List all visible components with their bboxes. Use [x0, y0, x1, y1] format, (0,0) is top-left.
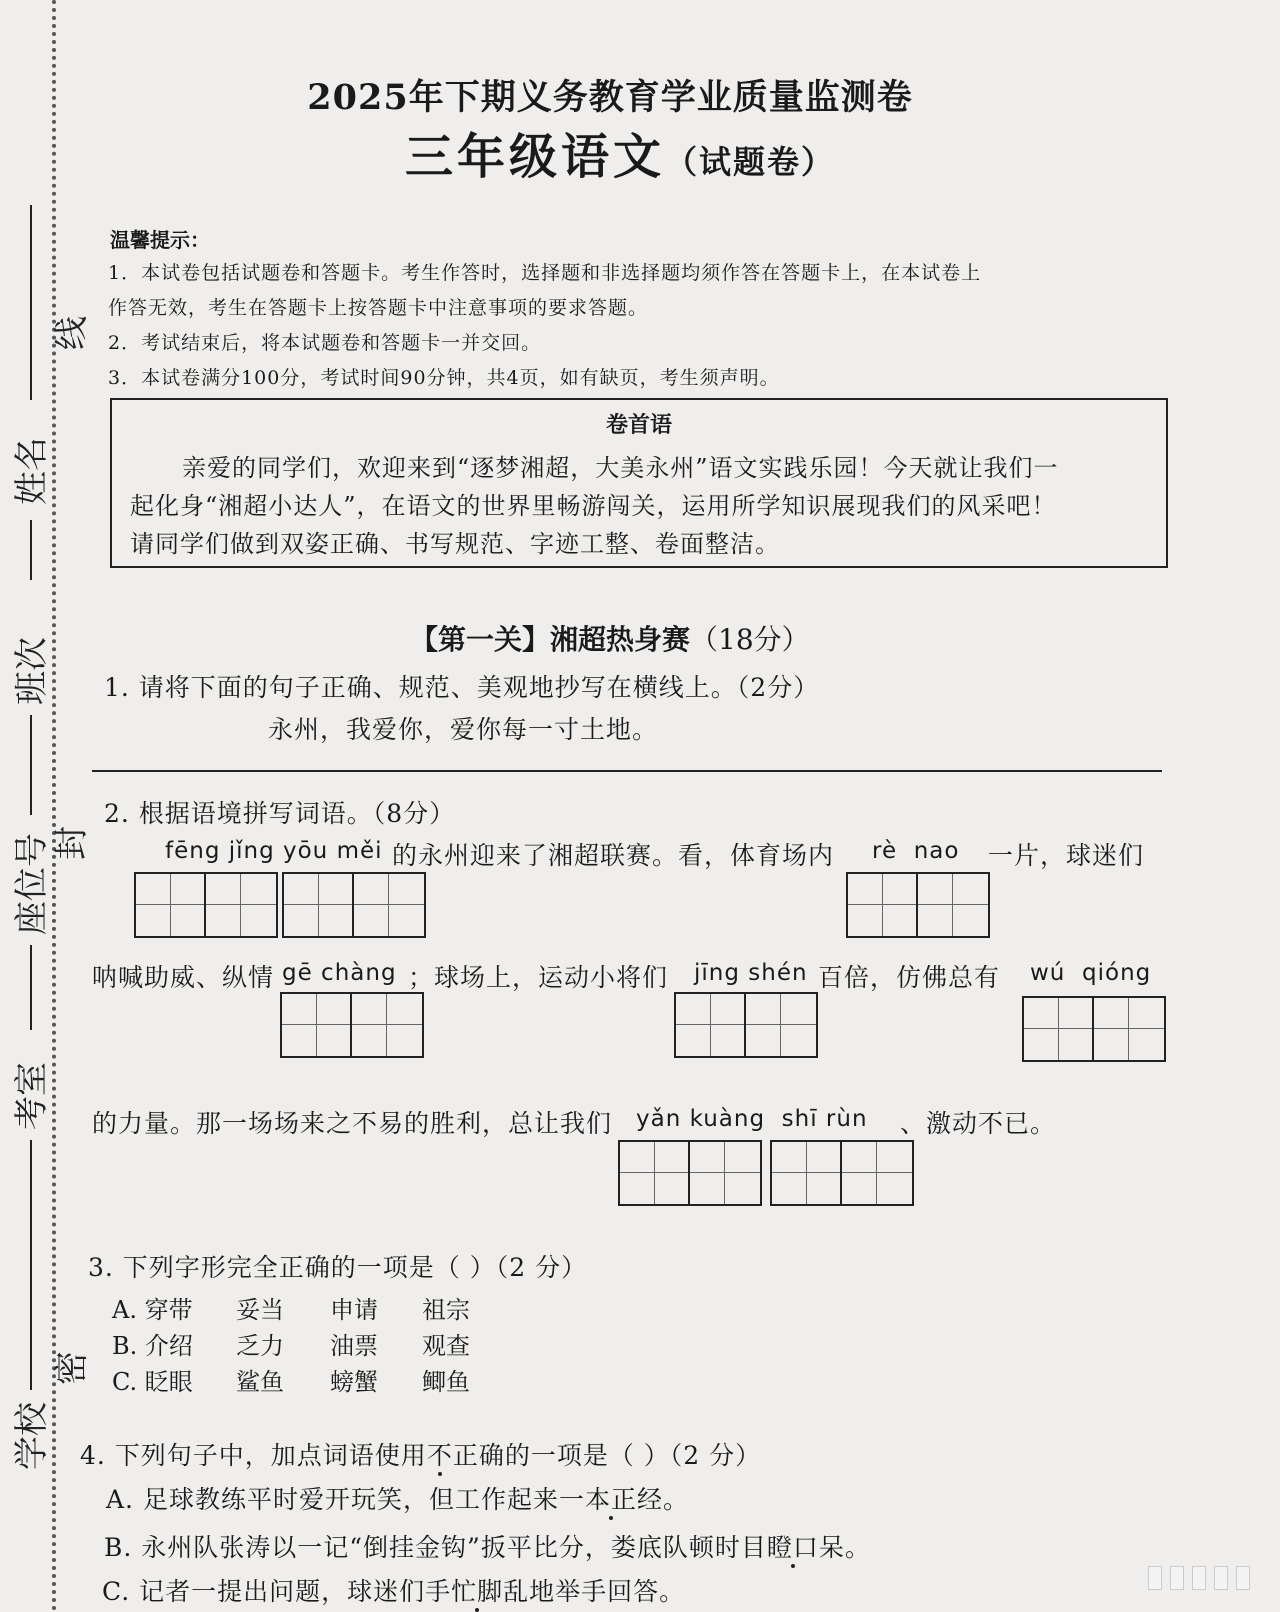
- grid-cell[interactable]: [746, 994, 816, 1056]
- q4-a-end: 。: [662, 1485, 689, 1514]
- q4-emphasis: 不: [426, 1441, 453, 1470]
- q2-text-3a: 的力量。那一场场来之不易的胜利，总让我们: [92, 1109, 613, 1138]
- section-1-name: 【第一关】湘超热身赛: [410, 623, 691, 656]
- q3-prompt: 3. 下列字形完全正确的一项是（ ）（2 分）: [88, 1253, 588, 1282]
- seal-mark-seal: 封: [52, 826, 92, 860]
- margin-blank-name: [30, 205, 32, 400]
- preface-line-3: 请同学们做到双姿正确、书写规范、字迹工整、卷面整洁。: [130, 530, 780, 558]
- q2-pinyin-5: wú qióng: [1030, 960, 1152, 986]
- margin-blank-class: [30, 520, 32, 580]
- grid-cell[interactable]: [354, 874, 424, 936]
- preface-line-2: 起化身“湘超小达人”，在语文的世界里畅游闯关，运用所学知识展现我们的风采吧！: [130, 492, 1057, 520]
- tip-line-3: 2．考试结束后，将本试题卷和答题卡一并交回。: [108, 332, 542, 354]
- margin-field-class: 班次: [12, 637, 52, 705]
- preface-line-1: 亲爱的同学们，欢迎来到“逐梦湘超，大美永州”语文实践乐园！今天就让我们一: [182, 454, 1059, 482]
- q2-text-3b: 、激动不已。: [900, 1109, 1057, 1138]
- q3-option-c-2: 鲨鱼: [236, 1368, 284, 1396]
- grid-cell[interactable]: [842, 1142, 912, 1204]
- grid-cell[interactable]: [284, 874, 354, 936]
- q3-option-a-2: 妥当: [236, 1296, 284, 1324]
- seal-mark-line: 线: [52, 316, 92, 350]
- q4-prompt-b: 正确的一项是（ ）（2 分）: [452, 1441, 762, 1470]
- q4-c-dotted: 手忙脚乱: [425, 1577, 530, 1606]
- seal-mark-secret: 密: [52, 1351, 92, 1385]
- q2-text-2b: ；球场上，运动小将们: [408, 963, 669, 992]
- q2-answer-grid-3[interactable]: [846, 872, 990, 938]
- tip-line-4: 3．本试卷满分100分，考试时间90分钟，共4页，如有缺页，考生须声明。: [108, 367, 780, 389]
- q2-text-1a: 的永州迎来了湘超联赛。看，体育场内: [392, 841, 835, 870]
- q1-answer-line[interactable]: [92, 770, 1162, 772]
- q3-option-c-4: 鲫鱼: [422, 1368, 470, 1396]
- q1-prompt: 1. 请将下面的句子正确、规范、美观地抄写在横线上。（2分）: [104, 673, 820, 702]
- q2-answer-grid-7[interactable]: [618, 1140, 762, 1206]
- q2-answer-grid-1[interactable]: [134, 872, 278, 938]
- q2-pinyin-4: jīng shén: [694, 960, 808, 986]
- q2-answer-grid-6[interactable]: [1022, 996, 1166, 1062]
- grid-cell[interactable]: [690, 1142, 760, 1204]
- q2-text-2a: 呐喊助威、纵情: [92, 963, 275, 992]
- preface-title: 卷首语: [605, 412, 672, 438]
- grid-cell[interactable]: [918, 874, 988, 936]
- grid-cell[interactable]: [136, 874, 206, 936]
- tip-line-1: 1．本试卷包括试题卷和答题卡。考生作答时，选择题和非选择题均须作答在答题卡上，在本试卷上: [108, 262, 982, 284]
- grid-cell[interactable]: [282, 994, 352, 1056]
- margin-field-school: 学校: [12, 1402, 52, 1470]
- margin-blank-seat: [30, 715, 32, 815]
- grid-cell[interactable]: [848, 874, 918, 936]
- exam-title: 2025年下期义务教育学业质量监测卷: [307, 77, 913, 118]
- margin-blank-school: [30, 1140, 32, 1390]
- q3-option-a-4: 祖宗: [422, 1296, 470, 1324]
- q3-option-a-3: 申请: [330, 1296, 378, 1324]
- q4-b-end: 。: [844, 1533, 871, 1562]
- grid-cell[interactable]: [676, 994, 746, 1056]
- grid-cell[interactable]: [1024, 998, 1094, 1060]
- q4-b-dotted: 目瞪口呆: [740, 1533, 845, 1562]
- q2-pinyin-3: gē chàng: [282, 960, 397, 986]
- q2-answer-grid-8[interactable]: [770, 1140, 914, 1206]
- q2-answer-grid-2[interactable]: [282, 872, 426, 938]
- q3-option-a-1: A. 穿带: [112, 1296, 193, 1324]
- margin-field-room: 考室: [12, 1062, 52, 1130]
- grid-cell[interactable]: [620, 1142, 690, 1204]
- q4-option-c: [102, 1572, 685, 1608]
- preface-box: [110, 398, 1168, 568]
- subject-title: [405, 118, 835, 187]
- margin-field-name: 姓名: [12, 437, 52, 505]
- q4-a-text: A. 足球教练平时爱开玩笑，但工作起来: [106, 1485, 559, 1514]
- q4-option-b: [104, 1528, 871, 1564]
- tips-title: 温馨提示：: [110, 228, 210, 252]
- q3-option-b-4: 观查: [422, 1332, 470, 1360]
- q3-option-b-1: B. 介绍: [112, 1332, 193, 1360]
- paper-type: （试题卷）: [665, 143, 836, 181]
- grid-cell[interactable]: [1094, 998, 1164, 1060]
- q2-answer-grid-4[interactable]: [280, 992, 424, 1058]
- q1-sentence: 永州，我爱你，爱你每一寸土地。: [268, 715, 659, 744]
- q4-prompt: [80, 1436, 761, 1472]
- q4-a-dotted: 一本正经: [558, 1485, 663, 1514]
- q2-text-1b: 一片，球迷们: [988, 841, 1145, 870]
- q4-c-end: 地举手回答。: [529, 1577, 686, 1606]
- q4-option-a: [106, 1480, 689, 1516]
- q3-option-b-3: 油票: [330, 1332, 378, 1360]
- q2-pinyin-1: fēng jǐng yōu měi: [165, 838, 383, 864]
- q3-option-c-1: C. 眨眼: [112, 1368, 193, 1396]
- q2-prompt: 2. 根据语境拼写词语。（8分）: [104, 799, 456, 828]
- section-1-score: （18分）: [690, 623, 810, 656]
- margin-field-seat: 座位号: [12, 833, 52, 935]
- q3-option-b-2: 乏力: [236, 1332, 284, 1360]
- q4-c-text: C. 记者一提出问题，球迷们: [102, 1577, 426, 1606]
- q2-text-2c: 百倍，仿佛总有: [818, 963, 1001, 992]
- grid-cell[interactable]: [352, 994, 422, 1056]
- q2-pinyin-2: rè nao: [872, 838, 960, 864]
- section-1-title: [410, 618, 810, 658]
- q2-answer-grid-5[interactable]: [674, 992, 818, 1058]
- grid-cell[interactable]: [206, 874, 276, 936]
- q4-b-text: B. 永州队张涛以一记“倒挂金钩”扳平比分，娄底队顿时: [104, 1533, 741, 1562]
- tip-line-2: 作答无效，考生在答题卡上按答题卡中注意事项的要求答题。: [108, 297, 649, 319]
- margin-blank-room: [30, 945, 32, 1030]
- watermark-icon: [1148, 1566, 1250, 1590]
- grid-cell[interactable]: [772, 1142, 842, 1204]
- subject-name: 三年级语文: [405, 129, 666, 185]
- q4-prompt-a: 4. 下列句子中，加点词语使用: [80, 1441, 427, 1470]
- q3-option-c-3: 螃蟹: [330, 1368, 378, 1396]
- q2-pinyin-6: yǎn kuàng shī rùn: [636, 1106, 868, 1132]
